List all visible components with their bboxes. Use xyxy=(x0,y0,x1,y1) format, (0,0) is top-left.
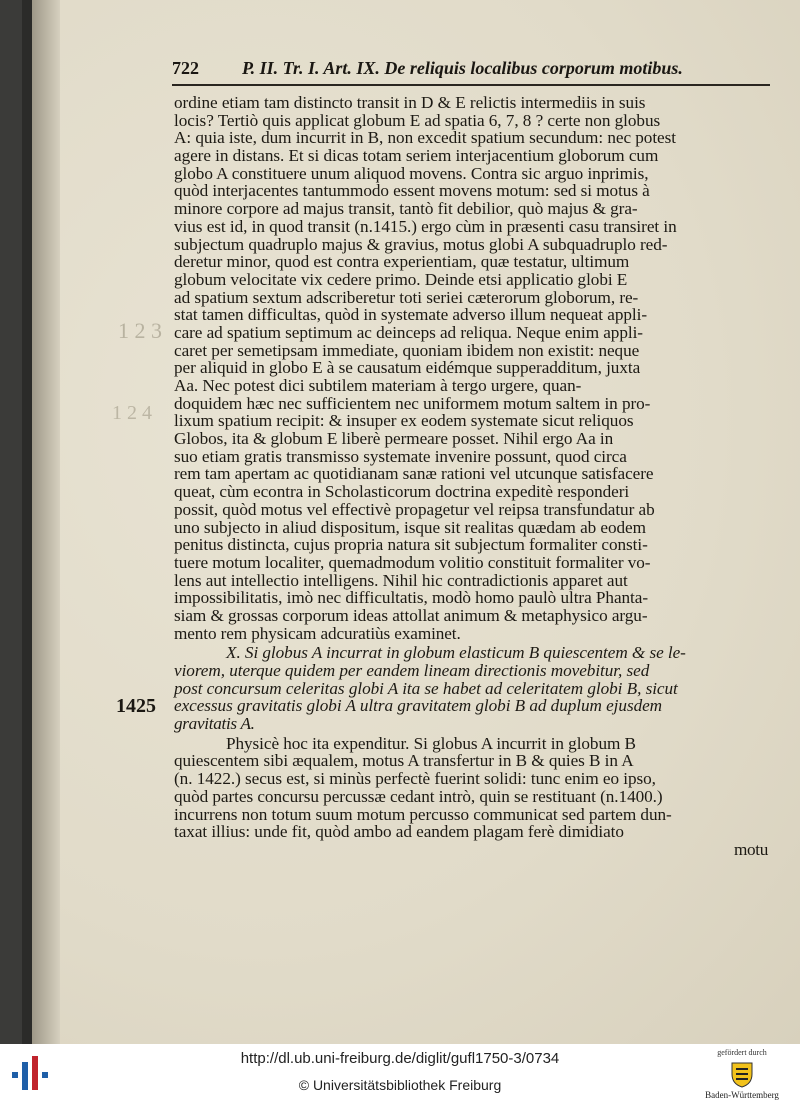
page-number: 722 xyxy=(172,58,199,78)
text-line: vius est id, in quod transit (n.1415.) ergo cùm in præsenti casu transiret in xyxy=(174,216,677,236)
funder-label: gefördert durch xyxy=(717,1048,767,1057)
text-line: queat, cùm econtra in Scholasticorum doctrina expeditè responderi xyxy=(174,482,630,502)
text-line: viorem, uterque quidem per eandem lineam directionis movebitur, sed xyxy=(174,661,650,680)
text-line: mento rem physicam adcuratiùs examinet. xyxy=(174,623,461,643)
text-line: quiescentem sibi æqualem, motus A transfertur in B & quies B in A xyxy=(174,751,634,771)
margin-number: 1425 xyxy=(116,695,156,717)
text-line: globum velocitate vix cedere primo. Deinde etsi applicatio globi E xyxy=(174,269,628,289)
text-line: impossibilitatis, imò nec difficultatis, modò homo paulò ultra Phanta- xyxy=(174,588,649,608)
page-gutter xyxy=(32,0,60,1044)
text-line: quòd partes concursu percussæ cedant intrò, quin se restituant (n.1400.) xyxy=(174,786,663,806)
text-line: post concursum celeritas globi A ita se habet ad celeritatem globi B, sicut xyxy=(174,678,678,698)
main-paragraph xyxy=(174,94,774,642)
text-line: Globos, ita & globum E liberè permeare posset. Nihil ergo Aa in xyxy=(174,429,614,449)
text-line: excessus gravitatis globi A ultra gravitatem globi B ad duplum ejusdem xyxy=(174,696,663,716)
text-line: subjectum quadruplo majus & gravius, motus globi A subquadruplo red- xyxy=(174,234,668,254)
closing-paragraph xyxy=(174,735,774,841)
text-line: suo etiam gratis transmisso systemate invenire possunt, quod circa xyxy=(174,446,627,466)
viewer-footer xyxy=(0,1044,800,1104)
coat-of-arms-icon xyxy=(728,1060,756,1088)
text-line: tuere motum localiter, quemadmodum volitio constituit formaliter vo- xyxy=(174,552,651,572)
text-line: agere in distans. Et si dicas totam seriem interjacentium globorum cum xyxy=(174,146,659,166)
text-line: Physicè hoc ita expenditur. Si globus A incurrit in globum B xyxy=(226,733,636,753)
running-header xyxy=(172,58,772,84)
text-line: minore corpore ad majus transit, tantò fit debilior, quò majus & gra- xyxy=(174,199,638,219)
bleed-through-mark: 1 2 3 xyxy=(118,318,162,343)
text-line: lens aut intellectio intelligens. Nihil hic contradictionis apparet aut xyxy=(174,570,628,590)
text-line: quòd interjacentes tantummodo essent movens motum: sed si motus à xyxy=(174,181,650,201)
text-line: A: quia iste, dum incurrit in B, non excedit spatium secundum: nec potest xyxy=(174,128,676,148)
text-line: locis? Tertiò quis applicat globum E ad spatia 6, 7, 8 ? certe non globus xyxy=(174,110,661,130)
text-line: incurrens non totum suum motum percusso communicat sed partem dun- xyxy=(174,804,672,824)
page-text xyxy=(174,94,774,859)
text-line: Aa. Nec potest dici subtilem materiam à tergo urgere, quan- xyxy=(174,376,582,395)
text-line: caret per semetipsam immediate, quoniam ibidem non existit: neque xyxy=(174,340,640,360)
text-line: possit, quòd motus vel effectivè propagetur vel reipsa transfundatur ab xyxy=(174,499,655,519)
text-line: uno subjecto in aliud dispositum, isque sit realitas quædam ab eodem xyxy=(174,517,646,537)
text-line: deretur minor, quod est contra experientiam, quæ testatur, ultimum xyxy=(174,252,630,272)
document-url[interactable]: http://dl.ub.uni-freiburg.de/diglit/gufl1750-3/0734 xyxy=(240,1050,560,1067)
text-line: ordine etiam tam distincto transit in D & E relictis intermediis in suis xyxy=(174,93,646,112)
text-line: globo A constituere unum aliquod movens. Contra sic arguo inprimis, xyxy=(174,163,649,183)
text-line: siam & grossas corporum ideas attollat animum & metaphysico argu- xyxy=(174,605,648,625)
text-line: gravitatis A. xyxy=(174,714,255,734)
catchword xyxy=(174,841,774,859)
text-line: doquidem hæc nec sufficientem nec uniformem motum saltem in pro- xyxy=(174,393,651,413)
bleed-through-mark: 1 2 4 xyxy=(112,402,152,424)
text-line: care ad spatium septimum ac deinceps ad reliqua. Neque enim appli- xyxy=(174,322,643,342)
section-paragraph xyxy=(174,644,774,732)
text-line: X. Si globus A incurrat in globum elasticum B quiescentem & se le- xyxy=(226,643,686,663)
text-line: stat tamen difficultas, quòd in systemate adverso illum nequeat appli- xyxy=(174,305,647,325)
text-line: rem tam apertam ac quotidianam sanæ rationi vel utcunque satisfacere xyxy=(174,464,654,484)
text-line: penitus distincta, cujus propria natura sit subjectum formaliter consti- xyxy=(174,535,648,555)
catchword-text: motu xyxy=(734,839,768,859)
funder-block xyxy=(690,1048,794,1102)
running-title: P. II. Tr. I. Art. IX. De reliquis localibus corporum motibus. xyxy=(242,58,683,78)
text-line: lixum spatium recipit: & insuper ex eodem systemate sicut reliquos xyxy=(174,411,634,431)
text-line: taxat illius: unde fit, quòd ambo ad eandem plagam ferè dimidiato xyxy=(174,822,624,842)
header-rule xyxy=(172,84,770,86)
funder-name: Baden-Württemberg xyxy=(705,1090,779,1100)
text-line: per aliquid in globo E à se causatum eidémque supperadditum, juxta xyxy=(174,358,641,378)
text-line: (n. 1422.) secus est, si minùs perfectè fuerint solidi: tunc enim eo ipso, xyxy=(174,769,656,789)
text-line: ad spatium sextum adscriberetur toti seriei cæterorum globorum, re- xyxy=(174,287,639,307)
copyright-notice: © Universitätsbibliothek Freiburg xyxy=(298,1077,502,1093)
